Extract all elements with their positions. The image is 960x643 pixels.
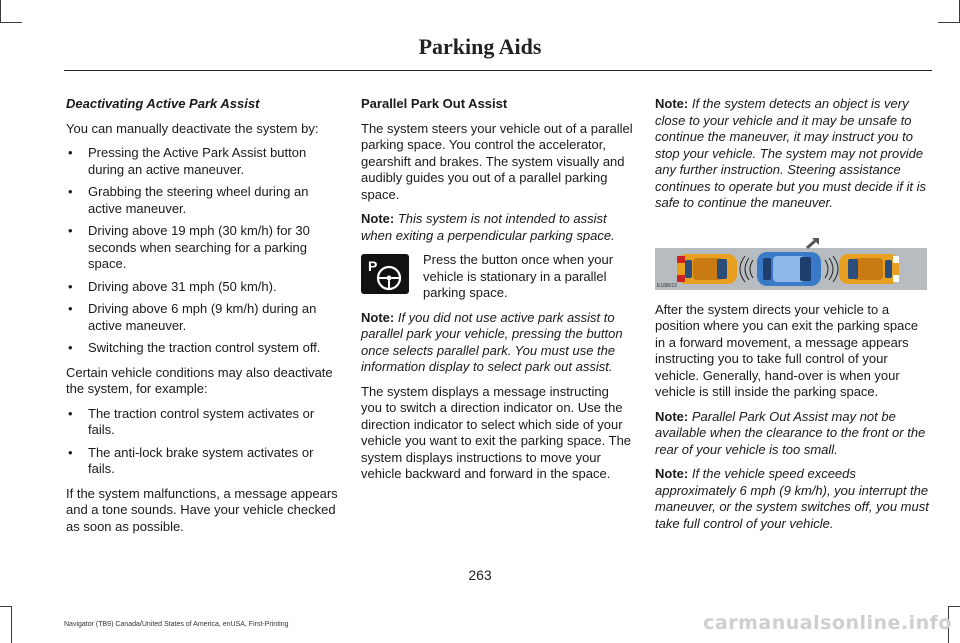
front-parked-car bbox=[839, 254, 899, 284]
bullet-icon: • bbox=[68, 301, 73, 316]
note-text: If you did not use active park assist to parallel park your vehicle, pressing the button once selects parallel park. You must use the information display to select park out assist. bbox=[361, 309, 623, 374]
section-heading: Deactivating Active Park Assist bbox=[66, 96, 260, 111]
paragraph: Certain vehicle conditions may also deactivate the system, for example: bbox=[66, 364, 333, 396]
list-item-text: The traction control system activates or fails. bbox=[88, 405, 315, 437]
header-divider bbox=[64, 70, 932, 71]
note-label: Note: bbox=[655, 408, 689, 424]
note bbox=[655, 466, 929, 532]
bullet-list bbox=[66, 406, 338, 478]
park-assist-button-icon bbox=[361, 254, 409, 294]
bullet-icon: • bbox=[68, 184, 73, 199]
list-item bbox=[66, 145, 338, 178]
note-label: Note: bbox=[655, 96, 689, 111]
paragraph: After the system directs your vehicle to a position where you can exit the parking space in a forward movement, a message appears instructing you to take full control of your vehicle. Generally, hand-over is when your vehicle is still inside the parking space. bbox=[655, 301, 919, 399]
paragraph: The system displays a message instructing you to switch a direction indicator on. Use the direction indicator to select which side of your vehicle you want to exit the parking space. The system displays instructions to move your vehicle backward and forward in the space. bbox=[361, 383, 632, 481]
note-label: Note: bbox=[361, 309, 395, 325]
page-title: Parking Aids bbox=[418, 34, 542, 59]
rear-parked-car bbox=[677, 254, 737, 284]
paragraph: The system steers your vehicle out of a parallel parking space. You control the accelerator, gearshift and brakes. The system visually and audibly guides you out of a parallel parking space. bbox=[361, 120, 633, 202]
list-item bbox=[66, 184, 338, 217]
bullet-icon: • bbox=[68, 278, 73, 294]
paragraph: Press the button once when your vehicle is stationary in a parallel parking space. bbox=[423, 252, 614, 300]
svg-text:P: P bbox=[368, 258, 378, 274]
bullet-icon: • bbox=[68, 223, 73, 238]
bullet-icon: • bbox=[68, 444, 73, 460]
exit-direction-arrow bbox=[807, 238, 819, 248]
bullet-icon: • bbox=[68, 340, 73, 355]
list-item-text: Driving above 31 mph (50 km/h). bbox=[88, 278, 277, 294]
note-label: Note: bbox=[655, 466, 689, 481]
crop-mark bbox=[0, 22, 22, 23]
section-heading: Parallel Park Out Assist bbox=[361, 96, 508, 111]
note-text: If the system detects an object is very close to your vehicle and it may be unsafe to continue the maneuver, it may instruct you to stop your vehicle. The system may not provide any further instruction. Steering assistance continues to operate but you must decide if it is safe to continue the maneuver. bbox=[655, 96, 926, 210]
paragraph: You can manually deactivate the system by: bbox=[66, 120, 319, 136]
column-deactivating bbox=[66, 96, 338, 543]
paragraph: If the system malfunctions, a message appears and a tone sounds. Have your vehicle checked as soon as possible. bbox=[66, 485, 338, 534]
list-item bbox=[66, 279, 338, 296]
page-number: 263 bbox=[468, 567, 492, 583]
column-park-out-assist bbox=[361, 96, 633, 491]
watermark: carmanualsonline.info bbox=[703, 612, 952, 634]
list-item bbox=[66, 340, 338, 357]
own-vehicle bbox=[757, 252, 821, 286]
parallel-park-out-diagram bbox=[655, 238, 927, 290]
list-item bbox=[66, 223, 338, 273]
list-item-text: Driving above 19 mph (30 km/h) for 30 seconds when searching for a parking space. bbox=[88, 223, 310, 271]
crop-mark bbox=[0, 0, 1, 22]
bullet-icon: • bbox=[68, 145, 73, 160]
column-notes bbox=[655, 96, 929, 540]
note-text: This system is not intended to assist when exiting a perpendicular parking space. bbox=[361, 211, 615, 243]
bullet-icon: • bbox=[68, 405, 73, 421]
list-item bbox=[66, 301, 338, 334]
footer-text: Navigator (TB9) Canada/United States of America, enUSA, First-Printing bbox=[64, 621, 289, 628]
crop-mark bbox=[0, 606, 11, 607]
list-item-text: Grabbing the steering wheel during an active maneuver. bbox=[88, 184, 309, 216]
list-item bbox=[66, 445, 338, 478]
crop-mark bbox=[949, 606, 960, 607]
crop-mark bbox=[938, 22, 960, 23]
note-text: If the vehicle speed exceeds approximately 6 mph (9 km/h), you interrupt the maneuver, or the system switches off, you must take full control of your vehicle. bbox=[655, 466, 929, 531]
note bbox=[361, 211, 633, 244]
list-item-text: Pressing the Active Park Assist button during an active maneuver. bbox=[88, 145, 307, 177]
note-label: Note: bbox=[361, 211, 395, 226]
list-item-text: Driving above 6 mph (9 km/h) during an active maneuver. bbox=[88, 301, 317, 333]
note-text: Parallel Park Out Assist may not be available when the clearance to the front or the rear of your vehicle is too small. bbox=[655, 408, 926, 457]
illustration-code: E188012 bbox=[657, 282, 678, 289]
bullet-list bbox=[66, 145, 338, 357]
note bbox=[655, 96, 929, 212]
note bbox=[361, 310, 633, 376]
parking-illustration bbox=[655, 238, 927, 290]
list-item-text: Switching the traction control system off. bbox=[88, 340, 321, 355]
list-item-text: The anti-lock brake system activates or fails. bbox=[88, 444, 314, 476]
button-instruction bbox=[361, 252, 633, 302]
steering-wheel-p-icon bbox=[361, 254, 409, 294]
list-item bbox=[66, 406, 338, 439]
crop-mark bbox=[11, 606, 12, 643]
note bbox=[655, 409, 929, 459]
